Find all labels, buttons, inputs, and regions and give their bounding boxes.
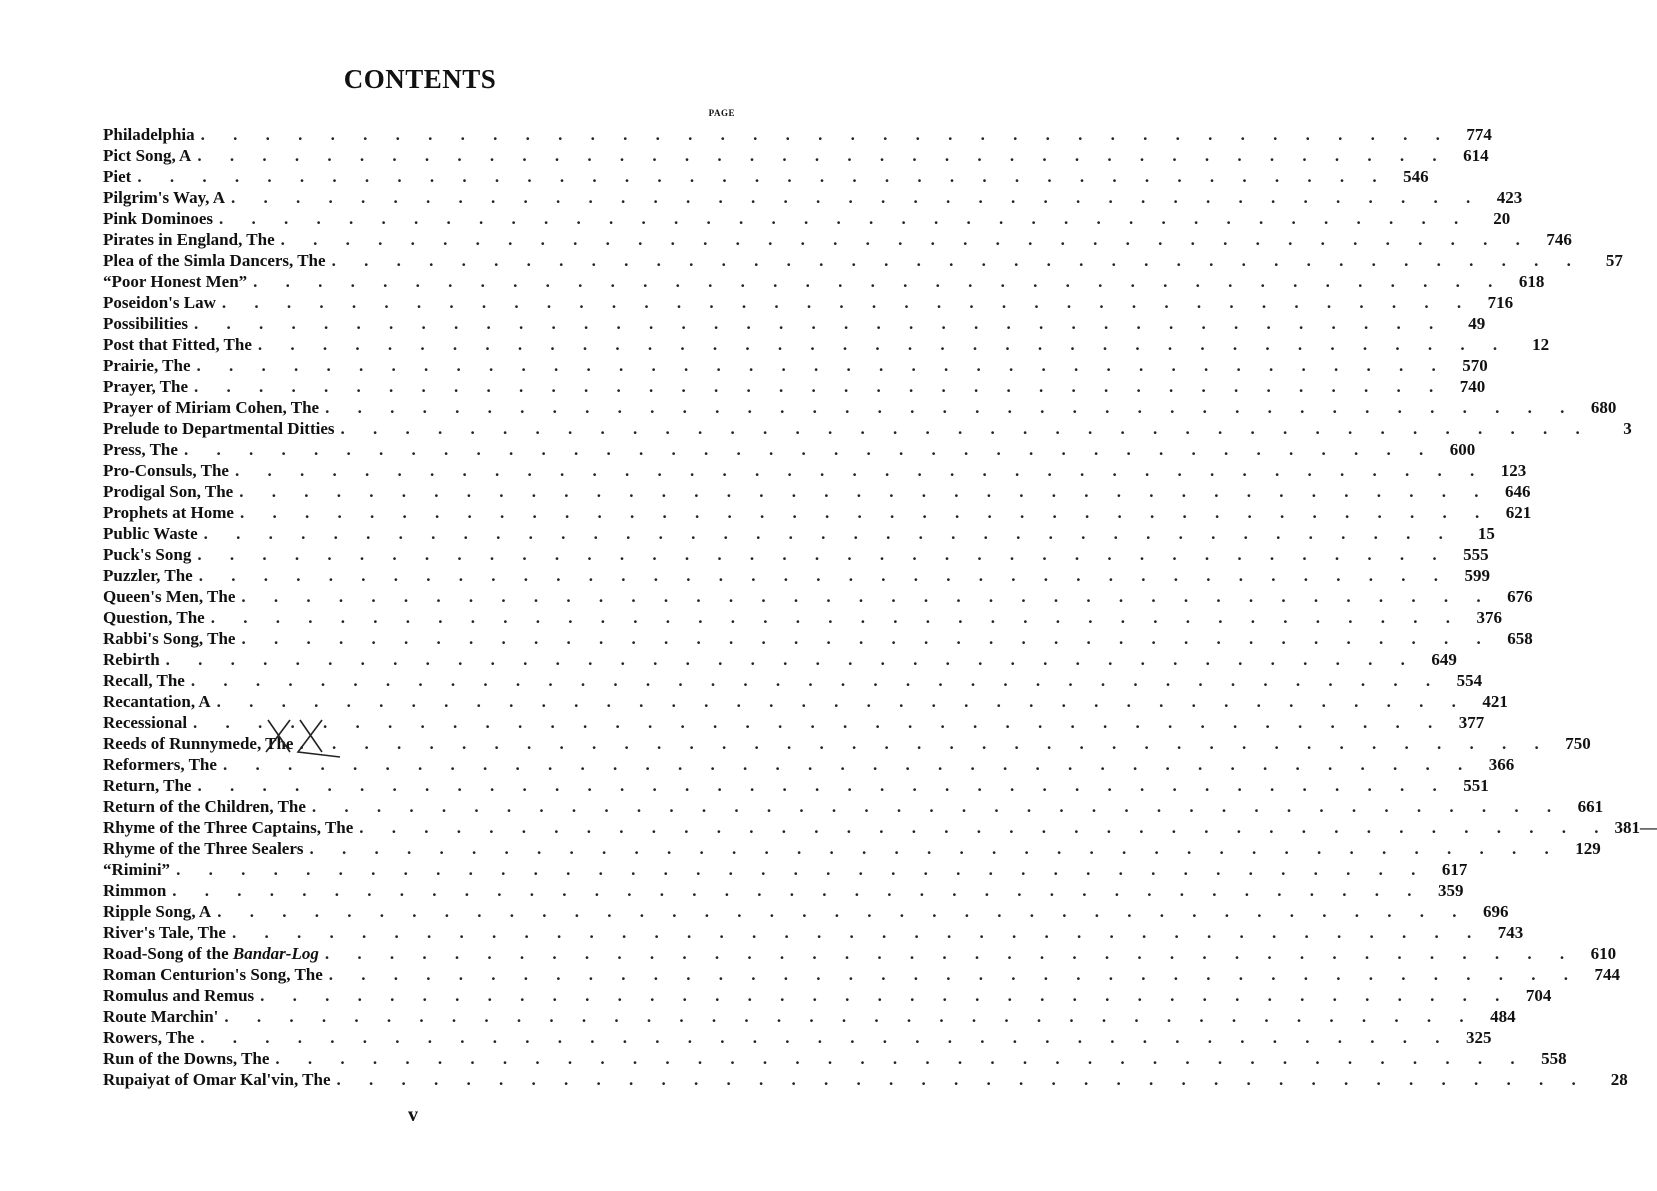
page-title: CONTENTS bbox=[343, 64, 497, 94]
contents-entry bbox=[103, 901, 1509, 922]
dot-leader: . . . . . . . . . . . . . . . . . . . . . . . . . . . . . . . . . . . . . . . bbox=[280, 230, 1532, 249]
entry-page-number: 555 bbox=[1463, 545, 1489, 564]
entry-title: Piet bbox=[103, 167, 132, 186]
dot-leader: . . . . . . . . . . . . . . . . . . . . . . . . . . . . . . . . . . . . . . . bbox=[203, 524, 1455, 543]
entry-title: Queen's Men, The bbox=[103, 587, 236, 606]
entry-title: Pilgrim's Way, A bbox=[103, 188, 226, 207]
entry-page-number: 621 bbox=[1505, 503, 1532, 522]
entry-page-number: 774 bbox=[1466, 125, 1492, 144]
contents-entry bbox=[103, 859, 1468, 880]
entry-page-number: 676 bbox=[1507, 587, 1533, 606]
dot-leader: . . . . . . . . . . . . . . . . . . . . . . . . . . . . . . . . . . . . . . . bbox=[222, 755, 1475, 774]
contents-entry bbox=[103, 565, 1490, 586]
dot-leader: . . . . . . . . . . . . . . . . . . . . . . . . . . . . . . . . . . . . . . . bbox=[336, 1070, 1588, 1089]
dot-leader: . . . . . . . . . . . . . . . . . . . . . . . . . . . . . . . . . . . . . . . bbox=[194, 314, 1446, 333]
entry-title: Reformers, The bbox=[103, 755, 217, 774]
entry-page-number: 20 bbox=[1493, 209, 1511, 228]
entry-title: Post that Fitted, The bbox=[103, 335, 252, 354]
entry-page-number: 12 bbox=[1532, 335, 1550, 354]
dot-leader: . . . . . . . . . . . . . . . . . . . . . . . . . . . . . . . . . . . . . . . bbox=[234, 461, 1487, 480]
dot-leader: . . . . . . . . . . . . . . . . . . . . . . . . . . . . . . . . . . . . . . . bbox=[241, 629, 1493, 648]
entry-page-number: 28 bbox=[1610, 1070, 1628, 1089]
dot-leader: . . . . . . . . . . . . . . . . . . . . . . . . . . . . . . . . . . . . . . . bbox=[231, 923, 1484, 942]
entry-title: Rimmon bbox=[103, 881, 167, 900]
entry-title: Prayer of Miriam Cohen, The bbox=[103, 398, 320, 417]
contents-entry bbox=[103, 271, 1545, 292]
entry-title: Pro-Consuls, The bbox=[103, 461, 229, 480]
contents-entry bbox=[103, 208, 1511, 229]
dot-leader: . . . . . . . . . . . . . . . . . . . . . . . . . . . . . . . . . . . . . . . bbox=[198, 566, 1450, 585]
entry-title: Ripple Song, A bbox=[103, 902, 212, 921]
contents-entry bbox=[103, 754, 1515, 775]
entry-page-number: 617 bbox=[1441, 860, 1468, 879]
dot-leader: . . . . . . . . . . . . . . . . . . . . . . . . . . . . . . . . . . . . . . . bbox=[224, 1007, 1476, 1026]
contents-entry bbox=[103, 229, 1572, 250]
dot-leader: . . . . . . . . . . . . . . . . . . . . . . . . . . . . . . . . . . . . . . . bbox=[328, 965, 1581, 984]
entry-title: “Poor Honest Men” bbox=[103, 272, 248, 291]
entry-title: Possibilities bbox=[103, 314, 189, 333]
entry-title: Philadelphia bbox=[103, 125, 195, 144]
contents-entry bbox=[103, 943, 1617, 964]
entry-page-number: 359 bbox=[1438, 881, 1464, 900]
dot-leader: . . . . . . . . . . . . . . . . . . . . . . . . . . . . . . . . . . . . . . . bbox=[359, 818, 1611, 837]
entry-page-number: 423 bbox=[1496, 188, 1523, 207]
dot-leader: . . . . . . . . . . . . . . . . . . . . . . . . . . . . . . . . . . . . . . . bbox=[190, 671, 1443, 690]
entry-page-number: 325 bbox=[1466, 1028, 1492, 1047]
entry-page-number: 696 bbox=[1482, 902, 1509, 921]
dot-leader: . . . . . . . . . . . . . . . . . . . . . . . . . . . . . . . . . . . . . . . bbox=[241, 587, 1493, 606]
contents-entry bbox=[103, 1006, 1516, 1027]
entry-page-number: 421 bbox=[1482, 692, 1508, 711]
dot-leader: . . . . . . . . . . . . . . . . . . . . . . . . . . . . . . . . . . . . . . . bbox=[172, 881, 1424, 900]
dot-leader: . . . . . . . . . . . . . . . . . . . . . . . . . . . . . . . . . . . . . . . bbox=[197, 146, 1449, 165]
entry-title: “Rimini” bbox=[103, 860, 171, 879]
entry-title: Question, The bbox=[103, 608, 205, 627]
entry-title: Rhyme of the Three Sealers bbox=[103, 839, 304, 858]
entry-title: Rhyme of the Three Captains, The bbox=[103, 818, 354, 837]
contents-entry bbox=[103, 397, 1617, 418]
dot-leader: . . . . . . . . . . . . . . . . . . . . . . . . . . . . . . . . . . . . . . . bbox=[210, 608, 1462, 627]
entry-title: Reeds of Runnymede, The bbox=[103, 734, 294, 753]
entry-page-number: 554 bbox=[1456, 671, 1483, 690]
contents-entry bbox=[103, 376, 1486, 397]
contents-entry bbox=[103, 502, 1532, 523]
entry-title: Plea of the Simla Dancers, The bbox=[103, 251, 326, 270]
entry-page-number: 570 bbox=[1462, 356, 1488, 375]
entry-page-number: 744 bbox=[1594, 965, 1621, 984]
entry-title: Pink Dominoes bbox=[103, 209, 214, 228]
contents-entry bbox=[103, 733, 1591, 754]
entry-title: Rowers, The bbox=[103, 1028, 195, 1047]
contents-entry bbox=[103, 292, 1514, 313]
contents-entry bbox=[103, 418, 1632, 439]
contents-entry bbox=[103, 166, 1429, 187]
entry-title: Prophets at Home bbox=[103, 503, 234, 522]
contents-entry bbox=[103, 1069, 1628, 1090]
dot-leader: . . . . . . . . . . . . . . . . . . . . . . . . . . . . . . . . . . . . . . . bbox=[200, 125, 1452, 144]
entry-title: Road-Song of the Bandar-Log bbox=[103, 944, 319, 963]
contents-entry bbox=[103, 712, 1485, 733]
entry-page-number: 618 bbox=[1518, 272, 1545, 291]
entry-page-number: 680 bbox=[1590, 398, 1617, 417]
entry-page-number: 15 bbox=[1477, 524, 1495, 543]
entry-page-number: 49 bbox=[1468, 314, 1486, 333]
entry-page-number: 614 bbox=[1463, 146, 1489, 165]
dot-leader: . . . . . . . . . . . . . . . . . . . . . . . . . . . . . . . . . . . . . . . bbox=[217, 902, 1469, 921]
entry-title: Pirates in England, The bbox=[103, 230, 275, 249]
entry-title: Pict Song, A bbox=[103, 146, 192, 165]
entry-page-number: 558 bbox=[1541, 1049, 1567, 1068]
entry-page-number: 3 bbox=[1623, 419, 1632, 438]
contents-entry bbox=[103, 355, 1488, 376]
dot-leader: . . . . . . . . . . . . . . . . . . . . . . . . . . . . . . . . . . . . . . . bbox=[194, 377, 1446, 396]
entry-title: Prairie, The bbox=[103, 356, 191, 375]
entry-page-number: 600 bbox=[1449, 440, 1476, 459]
dot-leader: . . . . . . . . . . . . . . . . . . . . . . . . . . . . . . . . . . . . . . . bbox=[253, 272, 1505, 291]
dot-leader: . . . . . . . . . . . . . . . . . . . . . . . . . . . . . . . . . . . . . . . bbox=[275, 1049, 1527, 1068]
entry-page-number: 377 bbox=[1458, 713, 1485, 732]
entry-page-number: 546 bbox=[1403, 167, 1429, 186]
page-folio: v bbox=[408, 1104, 418, 1126]
entry-page-number: 366 bbox=[1488, 755, 1515, 774]
entry-title: Puzzler, The bbox=[103, 566, 193, 585]
entry-page-number: 716 bbox=[1487, 293, 1514, 312]
dot-leader: . . . . . . . . . . . . . . . . . . . . . . . . . . . . . . . . . . . . . . . bbox=[309, 839, 1561, 858]
contents-entry bbox=[103, 544, 1489, 565]
dot-leader: . . . . . . . . . . . . . . . . . . . . . . . . . . . . . . . . . . . . . . . bbox=[196, 356, 1448, 375]
contents-entry bbox=[103, 670, 1483, 691]
entry-page-number: 484 bbox=[1490, 1007, 1516, 1026]
entry-title: Rebirth bbox=[103, 650, 160, 669]
contents-entry bbox=[103, 523, 1495, 544]
entry-title: Public Waste bbox=[103, 524, 198, 543]
entry-page-number: 704 bbox=[1525, 986, 1552, 1005]
contents-entry bbox=[103, 439, 1476, 460]
entry-page-number: 381— bbox=[1614, 818, 1657, 837]
contents-entry bbox=[103, 124, 1492, 145]
entry-page-number: 610 bbox=[1590, 944, 1617, 963]
contents-entry bbox=[103, 796, 1604, 817]
entry-title: Rabbi's Song, The bbox=[103, 629, 236, 648]
contents-entry bbox=[103, 607, 1502, 628]
dot-leader: . . . . . . . . . . . . . . . . . . . . . . . . . . . . . . . . . . . . . . . bbox=[165, 650, 1417, 669]
contents-entry bbox=[103, 880, 1464, 901]
contents-entry bbox=[103, 817, 1657, 838]
dot-leader: . . . . . . . . . . . . . . . . . . . . . . . . . . . . . . . . . . . . . . . bbox=[260, 986, 1512, 1005]
dot-leader: . . . . . . . . . . . . . . . . . . . . . . . . . . . . . . . . . . . . . . . bbox=[137, 167, 1389, 186]
contents-list bbox=[103, 124, 1657, 1090]
entry-page-number: 750 bbox=[1565, 734, 1591, 753]
entry-page-number: 661 bbox=[1577, 797, 1604, 816]
contents-entry bbox=[103, 250, 1623, 271]
contents-entry bbox=[103, 691, 1508, 712]
entry-title: Prayer, The bbox=[103, 377, 188, 396]
contents-entry bbox=[103, 145, 1489, 166]
entry-page-number: 599 bbox=[1464, 566, 1490, 585]
entry-page-number: 658 bbox=[1507, 629, 1533, 648]
dot-leader: . . . . . . . . . . . . . . . . . . . . . . . . . . . . . . . . . . . . . . . bbox=[239, 482, 1491, 501]
entry-page-number: 746 bbox=[1546, 230, 1572, 249]
entry-page-number: 57 bbox=[1605, 251, 1623, 270]
dot-leader: . . . . . . . . . . . . . . . . . . . . . . . . . . . . . . . . . . . . . . . bbox=[200, 1028, 1452, 1047]
entry-page-number: 743 bbox=[1497, 923, 1524, 942]
contents-entry bbox=[103, 481, 1531, 502]
contents-entry bbox=[103, 313, 1486, 334]
dot-leader: . . . . . . . . . . . . . . . . . . . . . . . . . . . . . . . . . . . . . . . bbox=[311, 797, 1564, 816]
entry-title: Puck's Song bbox=[103, 545, 192, 564]
contents-entry bbox=[103, 187, 1523, 208]
entry-page-number: 551 bbox=[1463, 776, 1489, 795]
entry-title: Poseidon's Law bbox=[103, 293, 216, 312]
entry-title: Return, The bbox=[103, 776, 192, 795]
entry-title: Return of the Children, The bbox=[103, 797, 306, 816]
contents-entry bbox=[103, 628, 1533, 649]
entry-title: Press, The bbox=[103, 440, 178, 459]
dot-leader: . . . . . . . . . . . . . . . . . . . . . . . . . . . . . . . . . . . . . . . bbox=[257, 335, 1510, 354]
contents-entry bbox=[103, 775, 1489, 796]
dot-leader: . . . . . . . . . . . . . . . . . . . . . . . . . . . . . . . . . . . . . . . bbox=[231, 188, 1483, 207]
dot-leader: . . . . . . . . . . . . . . . . . . . . . . . . . . . . . . . . . . . . . . . bbox=[216, 692, 1468, 711]
entry-title: Rupaiyat of Omar Kal'vin, The bbox=[103, 1070, 331, 1089]
dot-leader: . . . . . . . . . . . . . . . . . . . . . . . . . . . . . . . . . . . . . . . bbox=[219, 209, 1471, 228]
entry-page-number: 646 bbox=[1504, 482, 1531, 501]
entry-title: River's Tale, The bbox=[103, 923, 226, 942]
dot-leader: . . . . . . . . . . . . . . . . . . . . . . . . . . . . . . . . . . . . . . . bbox=[193, 713, 1445, 732]
entry-title: Recessional bbox=[103, 713, 188, 732]
contents-entry bbox=[103, 586, 1533, 607]
contents-entry bbox=[103, 334, 1550, 355]
entry-page-number: 129 bbox=[1575, 839, 1601, 858]
entry-page-number: 123 bbox=[1500, 461, 1527, 480]
entry-title: Romulus and Remus bbox=[103, 986, 255, 1005]
entry-title: Recall, The bbox=[103, 671, 185, 690]
entry-title: Roman Centurion's Song, The bbox=[103, 965, 323, 984]
contents-entry bbox=[103, 1027, 1492, 1048]
contents-entry bbox=[103, 649, 1457, 670]
page-column-label: PAGE bbox=[708, 108, 735, 118]
dot-leader: . . . . . . . . . . . . . . . . . . . . . . . . . . . . . . . . . . . . . . . bbox=[221, 293, 1474, 312]
dot-leader: . . . . . . . . . . . . . . . . . . . . . . . . . . . . . . . . . . . . . . . bbox=[197, 776, 1449, 795]
contents-entry bbox=[103, 964, 1621, 985]
dot-leader: . . . . . . . . . . . . . . . . . . . . . . . . . . . . . . . . . . . . . . . bbox=[239, 503, 1492, 522]
dot-leader: . . . . . . . . . . . . . . . . . . . . . . . . . . . . . . . . . . . . . . . bbox=[197, 545, 1449, 564]
entry-title: Prelude to Departmental Ditties bbox=[103, 419, 335, 438]
contents-entry bbox=[103, 460, 1527, 481]
contents-entry bbox=[103, 922, 1524, 943]
entry-title: Recantation, A bbox=[103, 692, 211, 711]
contents-entry bbox=[103, 985, 1552, 1006]
contents-entry bbox=[103, 1048, 1567, 1069]
contents-entry bbox=[103, 838, 1601, 859]
dot-leader: . . . . . . . . . . . . . . . . . . . . . . . . . . . . . . . . . . . . . . . bbox=[325, 398, 1577, 417]
dot-leader: . . . . . . . . . . . . . . . . . . . . . . . . . . . . . . . . . . . . . . . bbox=[324, 944, 1577, 963]
entry-page-number: 376 bbox=[1476, 608, 1502, 627]
dot-leader: . . . . . . . . . . . . . . . . . . . . . . . . . . . . . . . . . . . . . . . bbox=[183, 440, 1436, 459]
entry-page-number: 740 bbox=[1459, 377, 1486, 396]
entry-title: Prodigal Son, The bbox=[103, 482, 234, 501]
dot-leader: . . . . . . . . . . . . . . . . . . . . . . . . . . . . . . . . . . . . . . . bbox=[331, 251, 1583, 270]
dot-leader: . . . . . . . . . . . . . . . . . . . . . . . . . . . . . . . . . . . . . . . bbox=[299, 734, 1551, 753]
entry-title: Run of the Downs, The bbox=[103, 1049, 270, 1068]
dot-leader: . . . . . . . . . . . . . . . . . . . . . . . . . . . . . . . . . . . . . . . bbox=[176, 860, 1428, 879]
entry-page-number: 649 bbox=[1431, 650, 1457, 669]
entry-title: Route Marchin' bbox=[103, 1007, 219, 1026]
entry-title-italic: Bandar-Log bbox=[232, 944, 319, 963]
dot-leader: . . . . . . . . . . . . . . . . . . . . . . . . . . . . . . . . . . . . . . . bbox=[340, 419, 1592, 438]
